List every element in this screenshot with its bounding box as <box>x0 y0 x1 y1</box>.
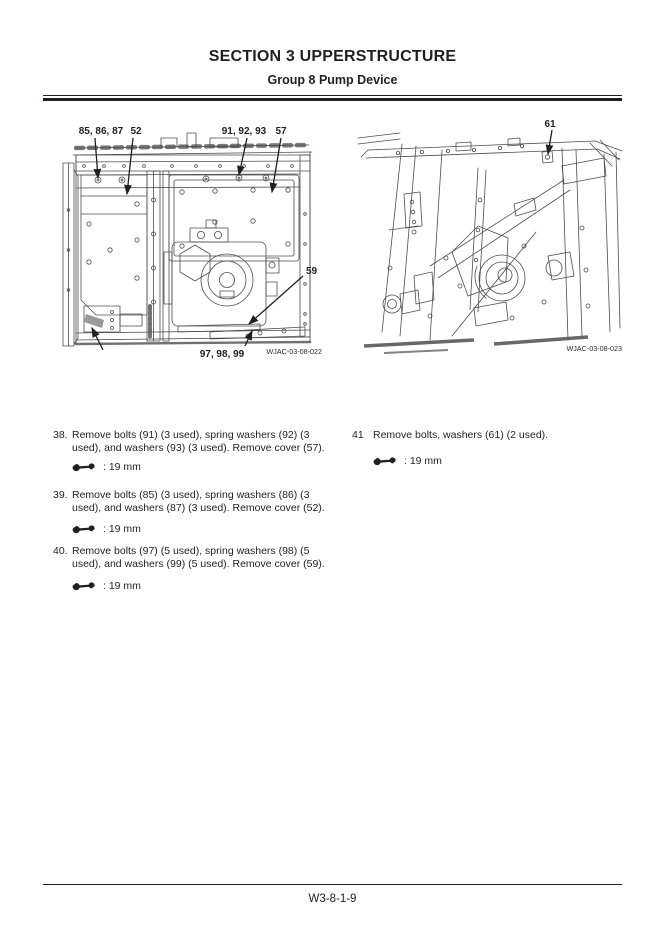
page-number: W3-8-1-9 <box>308 893 357 905</box>
header-divider <box>43 95 622 101</box>
ground-shadow-lines <box>364 337 588 353</box>
figure-code-left: WJAC-03-08-022 <box>266 347 322 356</box>
label-bolts-91-92-93: 91, 92, 93 <box>221 126 267 137</box>
step-38 <box>53 429 340 455</box>
label-bolts-61: 61 <box>544 119 556 130</box>
frame-top-rail <box>76 155 310 171</box>
step-41-number: 41 <box>352 429 364 441</box>
frame-right-strip <box>300 155 310 337</box>
figure-pump-perspective-view <box>356 110 626 360</box>
step-39-tool <box>72 523 141 535</box>
wrench-icon <box>72 462 96 473</box>
section-title: SECTION 3 UPPERSTRUCTURE <box>208 48 457 65</box>
figure-pump-front-view <box>60 118 334 364</box>
wrench-icon <box>72 524 96 535</box>
pump-flange <box>201 254 253 306</box>
label-bolts-85-86-87: 85, 86, 87 <box>78 126 124 137</box>
figure-code-right: WJAC-03-08-023 <box>566 344 622 353</box>
bolt-61 <box>542 151 553 163</box>
step-40-number: 40. <box>53 545 68 557</box>
label-cover-52: 52 <box>130 126 142 137</box>
label-cover-59: 59 <box>306 266 318 277</box>
step-39 <box>53 489 340 515</box>
step-41-tool <box>373 455 442 467</box>
cover-57-panel <box>169 175 299 261</box>
step-39-tool-size: : 19 mm <box>103 523 141 535</box>
step-40 <box>53 545 340 571</box>
figure-right-drawing <box>356 110 626 360</box>
group-title: Group 8 Pump Device <box>267 73 398 87</box>
pump-hex-plate <box>180 245 210 281</box>
frame-top-rail-perspective <box>358 133 622 166</box>
top-rail-bolts <box>83 165 294 168</box>
label-cover-57: 57 <box>275 126 287 137</box>
cover-52-panel <box>81 175 147 315</box>
step-38-number: 38. <box>53 429 68 441</box>
step-38-text: Remove bolts (91) (3 used), spring washers (92) (3 used), and washers (93) (3 used). Remove cover (57). <box>72 429 325 454</box>
wrench-icon <box>72 581 96 592</box>
frame-bolt-rail <box>76 174 300 188</box>
step-38-tool-size: : 19 mm <box>103 461 141 473</box>
wrench-icon <box>373 456 397 467</box>
pump-assembly <box>164 220 279 332</box>
step-38-tool <box>72 461 141 473</box>
callout-arrows-left <box>92 138 303 350</box>
step-41-text: Remove bolts, washers (61) (2 used). <box>373 429 549 441</box>
step-41-tool-size: : 19 mm <box>404 455 442 467</box>
frame-left-posts <box>382 144 442 340</box>
step-39-text: Remove bolts (85) (3 used), spring washers (86) (3 used), and washers (87) (3 used). Remove cover (52). <box>72 489 325 514</box>
pump-machinery <box>383 226 574 326</box>
footer-divider <box>43 884 622 885</box>
step-39-number: 39. <box>53 489 68 501</box>
step-40-text: Remove bolts (97) (5 used), spring washers (98) (5 used), and washers (99) (5 used). Remove cover (59). <box>72 545 325 570</box>
frame-right-posts <box>562 148 620 340</box>
step-40-tool <box>72 580 141 592</box>
step-41 <box>352 429 603 442</box>
step-40-tool-size: : 19 mm <box>103 580 141 592</box>
label-bolts-97-98-99: 97, 98, 99 <box>199 349 245 360</box>
figure-left-drawing <box>60 118 334 364</box>
frame-diagonal-braces <box>430 180 570 336</box>
frame-center-post <box>147 171 169 341</box>
